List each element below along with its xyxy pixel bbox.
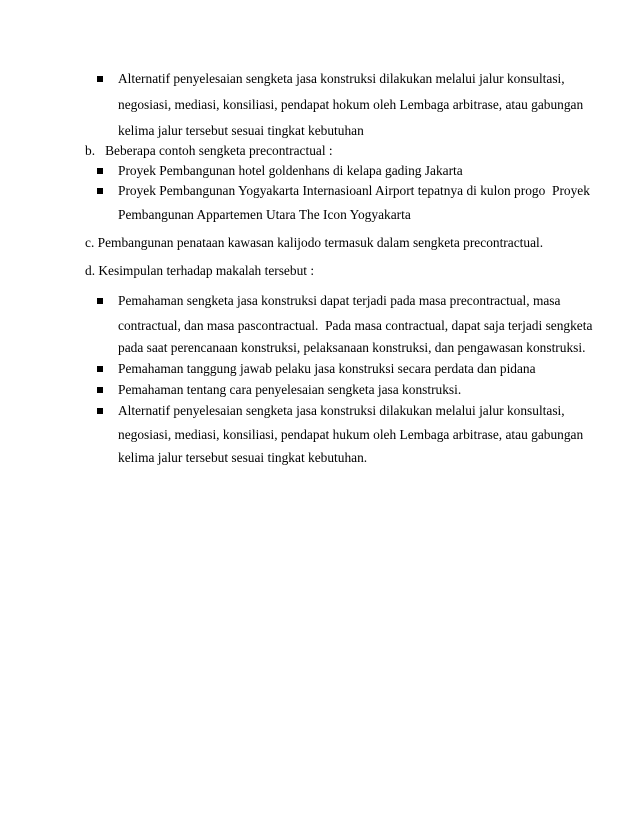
square-bullet-icon xyxy=(97,76,103,82)
square-bullet-icon xyxy=(97,168,103,174)
list-item-text: kelima jalur tersebut sesuai tingkat kebutuhan xyxy=(118,123,364,138)
list-item-text: Alternatif penyelesaian sengketa jasa konstruksi dilakukan melalui jalur konsultasi, xyxy=(118,403,565,418)
list-item-text: negosiasi, mediasi, konsiliasi, pendapat hokum oleh Lembaga arbitrase, atau gabungan xyxy=(118,97,584,112)
list-item-text: Pembangunan Appartemen Utara The Icon Yogyakarta xyxy=(118,207,411,222)
square-bullet-icon xyxy=(97,366,103,372)
list-item-text: Alternatif penyelesaian sengketa jasa konstruksi dilakukan melalui jalur konsultasi, xyxy=(118,71,565,86)
square-bullet-icon xyxy=(97,188,103,194)
list-item-text: Pemahaman sengketa jasa konstruksi dapat terjadi pada masa precontractual, masa xyxy=(118,293,561,308)
square-bullet-icon xyxy=(97,298,103,304)
list-item-text: Pemahaman tentang cara penyelesaian sengketa jasa konstruksi. xyxy=(118,382,462,397)
list-item-text: pada saat perencanaan konstruksi, pelaksanaan konstruksi, dan pengawasan konstruksi. xyxy=(118,340,586,355)
list-item-text: Proyek Pembangunan hotel goldenhans di kelapa gading Jakarta xyxy=(118,163,463,178)
list-item-text: kelima jalur tersebut sesuai tingkat kebutuhan. xyxy=(118,450,368,465)
paragraph-text: c. Pembangunan penataan kawasan kalijodo termasuk dalam sengketa precontractual. xyxy=(85,235,544,250)
section-heading-text: d. Kesimpulan terhadap makalah tersebut : xyxy=(85,263,315,278)
list-item-text: Proyek Pembangunan Yogyakarta Internasioanl Airport tepatnya di kulon progo Proyek xyxy=(118,183,590,198)
list-item-text: Pemahaman tanggung jawab pelaku jasa konstruksi secara perdata dan pidana xyxy=(118,361,536,376)
section-heading-text: b. Beberapa contoh sengketa precontractual : xyxy=(85,143,333,158)
list-item-text: negosiasi, mediasi, konsiliasi, pendapat hukum oleh Lembaga arbitrase, atau gabungan xyxy=(118,427,584,442)
square-bullet-icon xyxy=(97,408,103,414)
square-bullet-icon xyxy=(97,387,103,393)
list-item-text: contractual, dan masa pascontractual. Pada masa contractual, dapat saja terjadi sengketa xyxy=(118,318,593,333)
